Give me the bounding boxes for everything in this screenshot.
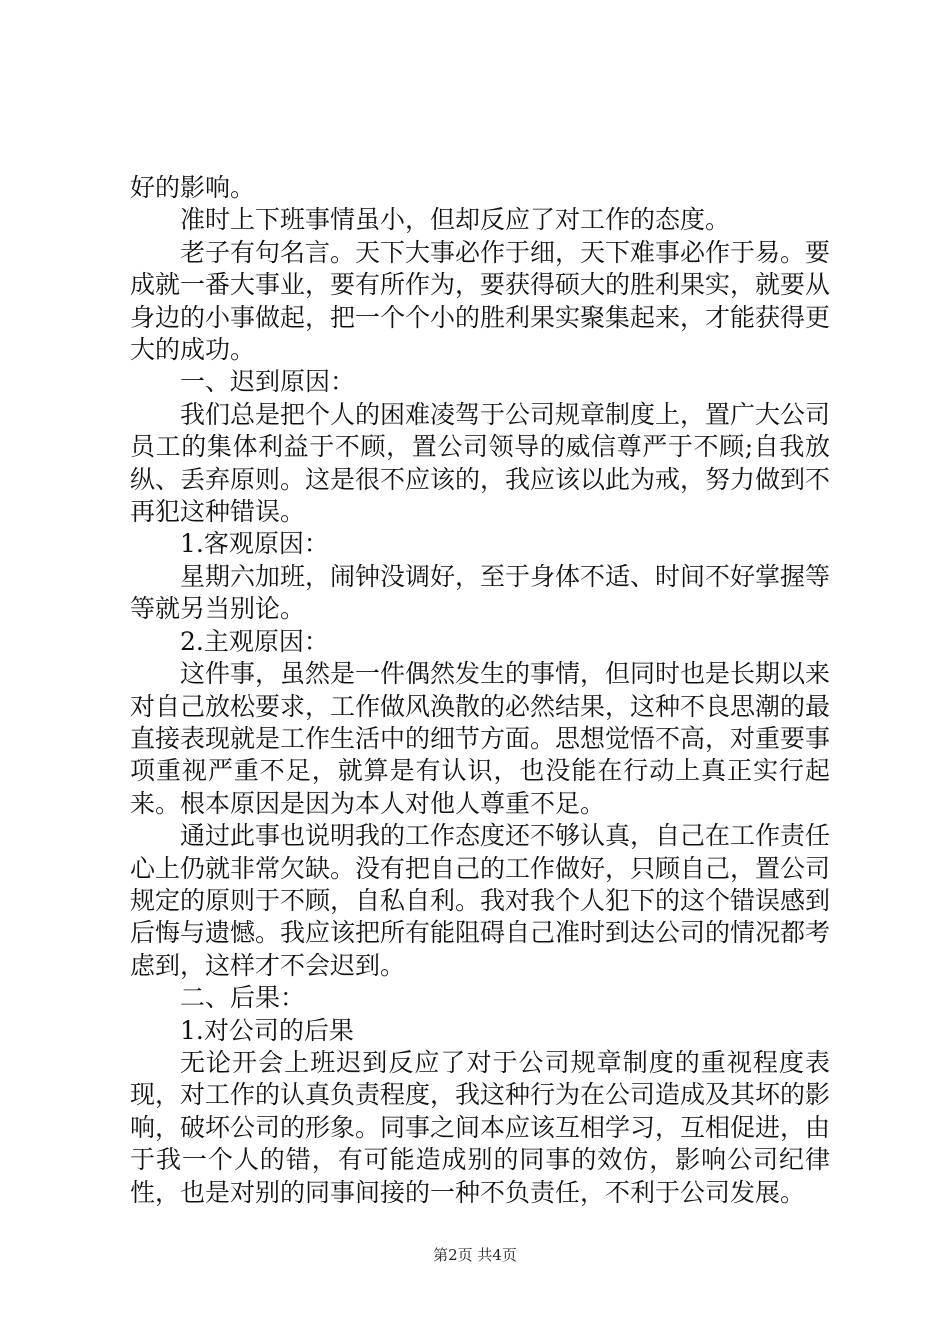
paragraph: 通过此事也说明我的工作态度还不够认真，自己在工作责任心上仍就非常欠缺。没有把自己的工作做好，只顾自己，置公司规定的原则于不顾，自私自利。我对我个人犯下的这个错误感到后悔与遗憾。我应该把所有能阻碍自己准时到达公司的情况都考虑到，这样才不会迟到。: [130, 821, 831, 980]
section-heading-consequences: 二、后果：: [180, 983, 306, 1013]
section-heading-late-reasons: 一、迟到原因：: [180, 367, 356, 397]
paragraph-laozi-quote: 老子有句名言。天下大事必作于细，天下难事必作于易。要成就一番大事业，要有所作为，要获得硕大的胜利果实，就要从身边的小事做起，把一个个小的胜利果实聚集起来，才能获得更大的成功。: [130, 237, 831, 365]
subheading-objective-reasons: 1.客观原因：: [180, 529, 329, 559]
page-number: 第2页 共4页: [433, 1246, 517, 1264]
paragraph: 准时上下班事情虽小，但却反应了对工作的态度。: [180, 205, 731, 235]
paragraph-continued: 好的影响。: [130, 173, 256, 202]
paragraph: 无论开会上班迟到反应了对于公司规章制度的重视程度表现，对工作的认真负责程度，我这种行为在公司造成及其坏的影响，破坏公司的形象。同事之间本应该互相学习，互相促进，由于我一个人的错，有可能造成别的同事的效仿，影响公司纪律性，也是对别的同事间接的一种不负责任，不利于公司发展。: [130, 1047, 831, 1207]
paragraph: 我们总是把个人的困难凌驾于公司规章制度上，置广大公司员工的集体利益于不顾，置公司领导的威信尊严于不顾;自我放纵、丢弃原则。这是很不应该的，我应该以此为戒，努力做到不再犯这种错误。: [130, 399, 831, 527]
subheading-company-consequences: 1.对公司的后果: [180, 1015, 354, 1045]
subheading-subjective-reasons: 2.主观原因：: [180, 626, 329, 656]
paragraph: 星期六加班，闹钟没调好，至于身体不适、时间不好掌握等等就另当别论。: [130, 561, 831, 624]
document-body: [130, 172, 830, 1209]
paragraph: 这件事，虽然是一件偶然发生的事情，但同时也是长期以来对自己放松要求，工作做风涣散的必然结果，这种不良思潮的最直接表现就是工作生活中的细节方面。思想觉悟不高，对重要事项重视严重不足，就算是有认识，也没能在行动上真正实行起来。根本原因是因为本人对他人尊重不足。: [130, 659, 831, 818]
